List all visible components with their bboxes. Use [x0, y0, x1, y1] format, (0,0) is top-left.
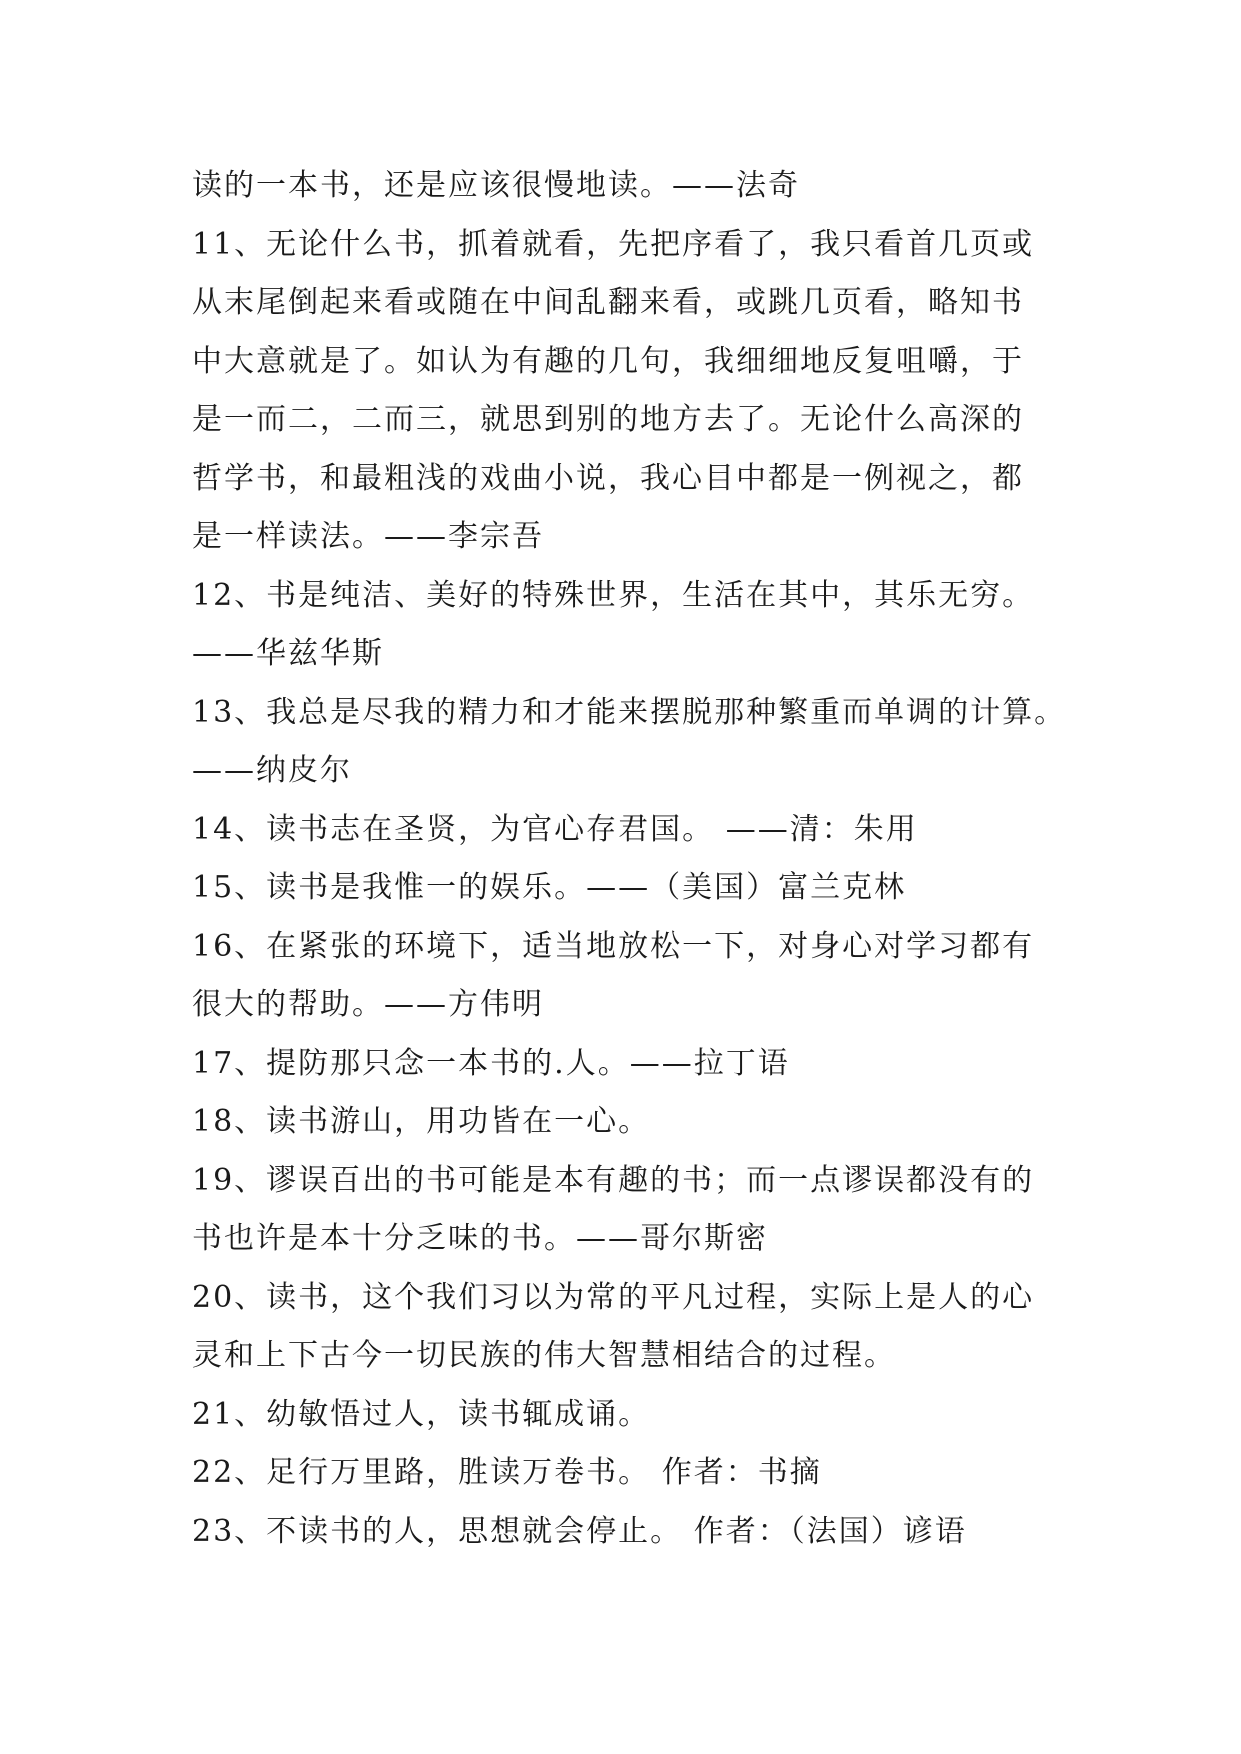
text-line-18: 19、谬误百出的书可能是本有趣的书；而一点谬误都没有的 — [192, 1162, 1035, 1198]
text-line-20: 20、读书，这个我们习以为常的平凡过程，实际上是人的心 — [192, 1279, 1035, 1315]
text-line-2: 11、无论什么书，抓着就看，先把序看了，我只看首几页或 — [192, 226, 1035, 262]
text-line-1: 读的一本书，还是应该很慢地读。——法奇 — [192, 168, 800, 203]
text-line-23: 22、足行万里路，胜读万卷书。 作者：书摘 — [192, 1455, 822, 1490]
text-line-17: 18、读书游山，用功皆在一心。 — [192, 1104, 651, 1139]
text-line-14: 16、在紧张的环境下，适当地放松一下，对身心对学习都有 — [192, 928, 1035, 964]
text-line-5: 是一而二，二而三，就思到别的地方去了。无论什么高深的 — [192, 402, 1024, 437]
text-line-3: 从末尾倒起来看或随在中间乱翻来看，或跳几页看，略知书 — [192, 285, 1024, 320]
text-line-6: 哲学书，和最粗浅的戏曲小说，我心目中都是一例视之，都 — [192, 460, 1024, 496]
text-line-12: 14、读书志在圣贤，为官心存君国。 ——清：朱用 — [192, 811, 918, 847]
text-line-21: 灵和上下古今一切民族的伟大智慧相结合的过程。 — [192, 1338, 896, 1373]
text-line-19: 书也许是本十分乏味的书。——哥尔斯密 — [192, 1221, 768, 1256]
text-line-4: 中大意就是了。如认为有趣的几句，我细细地反复咀嚼，于 — [192, 343, 1024, 379]
text-line-7: 是一样读法。——李宗吾 — [192, 519, 544, 554]
text-line-11: ——纳皮尔 — [192, 753, 352, 788]
text-line-24: 23、不读书的人，思想就会停止。 作者：（法国）谚语 — [192, 1513, 967, 1549]
text-line-22: 21、幼敏悟过人，读书辄成诵。 — [192, 1396, 651, 1432]
text-line-8: 12、书是纯洁、美好的特殊世界，生活在其中，其乐无穷。 — [192, 577, 1035, 613]
text-line-16: 17、提防那只念一本书的.人。——拉丁语 — [192, 1045, 790, 1081]
text-line-10: 13、我总是尽我的精力和才能来摆脱那种繁重而单调的计算。 — [192, 694, 1067, 730]
text-line-13: 15、读书是我惟一的娱乐。——（美国）富兰克林 — [192, 870, 907, 905]
text-line-9: ——华兹华斯 — [192, 636, 384, 671]
document-body — [192, 157, 1072, 1561]
text-line-15: 很大的帮助。——方伟明 — [192, 987, 544, 1022]
